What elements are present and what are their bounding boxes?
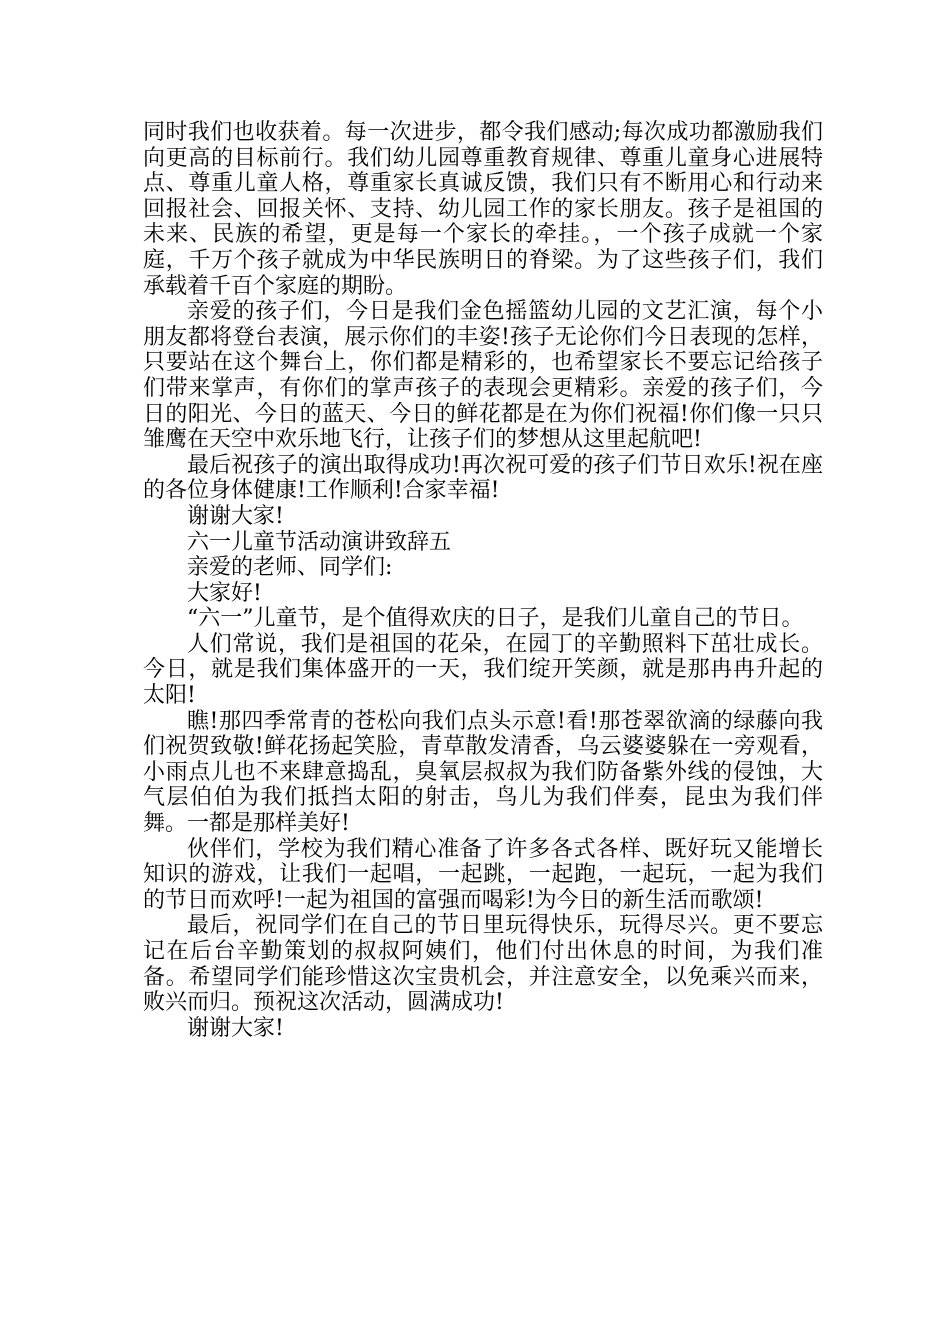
paragraph-games: 伙伴们，学校为我们精心准备了许多各式各样、既好玩又能增长知识的游戏，让我们一起唱，一起跳，一起跑，一起玩，一起为我们的节日而欢呼!一起为祖国的富强而喝彩!为今日的新生活而歌颂!	[143, 836, 823, 913]
salutation: 亲爱的老师、同学们:	[187, 555, 393, 581]
paragraph-children-performance: 亲爱的孩子们，今日是我们金色摇篮幼儿园的文艺汇演，每个小朋友都将登台表演，展示你们的丰姿!孩子无论你们今日表现的怎样，只要站在这个舞台上，你们都是精彩的，也希望家长不要忘记给孩子们带来掌声，有你们的掌声孩子的表现会更精彩。亲爱的孩子们，今日的阳光、今日的蓝天、今日的鲜花都是在为你们祝福!你们像一只只雏鹰在天空中欢乐地飞行，让孩子们的梦想从这里起航吧!	[143, 299, 823, 453]
section-title: 六一儿童节活动演讲致辞五	[187, 529, 452, 555]
paragraph-closing-wishes: 最后祝孩子的演出取得成功!再次祝可爱的孩子们节日欢乐!祝在座的各位身体健康!工作顺利!合家幸福!	[143, 452, 823, 504]
paragraph-nature-celebrates: 瞧!那四季常青的苍松向我们点头示意!看!那苍翠欲滴的绿藤向我们祝贺致敬!鲜花扬起笑脸，青草散发清香，乌云婆婆躲在一旁观看，小雨点儿也不来肆意捣乱，臭氧层叔叔为我们防备紫外线的侵蚀，大气层伯伯为我们抵挡太阳的射击，鸟儿为我们伴奏，昆虫为我们伴舞。一都是那样美好!	[143, 708, 823, 837]
paragraph-continuation: 同时我们也收获着。每一次进步，都令我们感动;每次成功都激励我们向更高的目标前行。我们幼儿园尊重教育规律、尊重儿童身心进展特点、尊重儿童人格，尊重家长真诚反馈，我们只有不断用心和行动来回报社会、回报关怀、支持、幼儿园工作的家长朋友。孩子是祖国的未来、民族的希望，更是每一个家长的牵挂。，一个孩子成就一个家庭，千万个孩子就成为中华民族明日的脊梁。为了这些孩子们，我们承载着千百个家庭的期盼。	[143, 120, 823, 299]
paragraph-flowers-of-nation: 人们常说，我们是祖国的花朵，在园丁的辛勤照料下茁壮成长。今日，就是我们集体盛开的一天，我们绽开笑颜，就是那冉冉升起的太阳!	[143, 631, 823, 709]
document-page	[143, 120, 823, 1041]
paragraph-thanks: 谢谢大家!	[187, 503, 284, 529]
greeting: 大家好!	[187, 580, 262, 606]
paragraph-final-thanks: 谢谢大家!	[187, 1015, 284, 1041]
paragraph-final-wishes: 最后，祝同学们在自己的节日里玩得快乐，玩得尽兴。更不要忘记在后台辛勤策划的叔叔阿姨们，他们付出休息的时间，为我们准备。希望同学们能珍惜这次宝贵机会，并注意安全，以免乘兴而来，败兴而归。预祝这次活动，圆满成功!	[143, 913, 823, 1016]
paragraph-holiday-intro: “六一”儿童节，是个值得欢庆的日子，是我们儿童自己的节日。	[187, 606, 804, 632]
